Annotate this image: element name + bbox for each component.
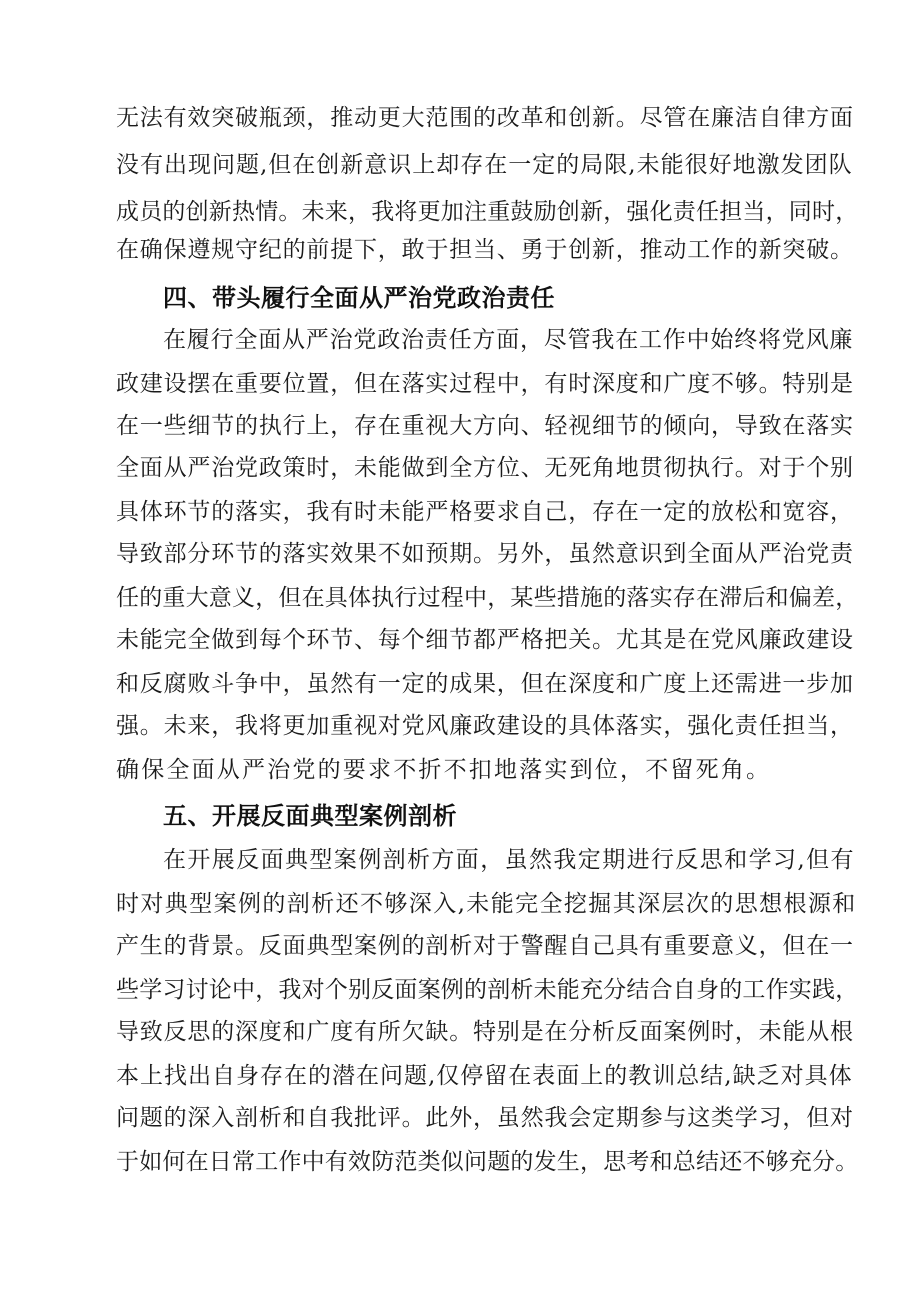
- paragraph-line: 成员的创新热情。未来，我将更加注重鼓励创新，强化责任担当，同时，: [116, 199, 859, 225]
- paragraph-line: 无法有效突破瓶颈，推动更大范围的改革和创新。尽管在廉洁自律方面: [116, 105, 854, 131]
- paragraph-line: 本上找出自身存在的潜在问题,仅停留在表面上的教训总结,缺乏对具体: [116, 1063, 853, 1089]
- paragraph-line: 具体环节的落实，我有时未能严格要求自己，存在一定的放松和宽容，: [116, 499, 854, 525]
- paragraph-line: 在一些细节的执行上，存在重视大方向、轻视细节的倾向，导致在落实: [116, 413, 854, 439]
- paragraph-line: 全面从严治党政策时，未能做到全方位、无死角地贯彻执行。对于个别: [116, 455, 854, 481]
- paragraph-line: 问题的深入剖析和自我批评。此外，虽然我会定期参与这类学习，但对: [116, 1105, 854, 1131]
- paragraph-line: 产生的背景。反面典型案例的剖析对于警醒自己具有重要意义，但在一: [116, 933, 854, 959]
- paragraph-line: 于如何在日常工作中有效防范类似问题的发生，思考和总结还不够充分。: [116, 1149, 859, 1175]
- paragraph-line: 政建设摆在重要位置，但在落实过程中，有时深度和广度不够。特别是: [116, 371, 854, 397]
- paragraph-line: 导致反思的深度和广度有所欠缺。特别是在分析反面案例时，未能从根: [116, 1019, 854, 1045]
- paragraph-line: 强。未来，我将更加重视对党风廉政建设的具体落实，强化责任担当，: [116, 713, 854, 739]
- paragraph-line: 些学习讨论中，我对个别反面案例的剖析未能充分结合自身的工作实践，: [116, 977, 859, 1003]
- paragraph-line: 没有出现问题,但在创新意识上却存在一定的局限,未能很好地激发团队: [116, 152, 853, 178]
- paragraph-line: 导致部分环节的落实效果不如预期。另外，虽然意识到全面从严治党责: [116, 541, 854, 567]
- paragraph-line: 和反腐败斗争中，虽然有一定的成果，但在深度和广度上还需进一步加: [116, 671, 854, 697]
- section-heading-5: 五、开展反面典型案例剖析: [163, 802, 457, 830]
- paragraph-line: 在开展反面典型案例剖析方面，虽然我定期进行反思和学习,但有: [163, 847, 855, 873]
- paragraph-line: 确保全面从严治党的要求不折不扣地落实到位，不留死角。: [116, 757, 772, 783]
- paragraph-line: 时对典型案例的剖析还不够深入,未能完全挖掘其深层次的思想根源和: [116, 891, 857, 917]
- section-heading-4: 四、带头履行全面从严治党政治责任: [163, 284, 555, 312]
- paragraph-line: 在确保遵规守纪的前提下，敢于担当、勇于创新，推动工作的新突破。: [116, 237, 854, 263]
- paragraph-line: 任的重大意义，但在具体执行过程中，某些措施的落实存在滞后和偏差，: [116, 585, 859, 611]
- paragraph-line: 未能完全做到每个环节、每个细节都严格把关。尤其是在党风廉政建设: [116, 627, 854, 653]
- paragraph-line: 在履行全面从严治党政治责任方面，尽管我在工作中始终将党风廉: [163, 327, 854, 353]
